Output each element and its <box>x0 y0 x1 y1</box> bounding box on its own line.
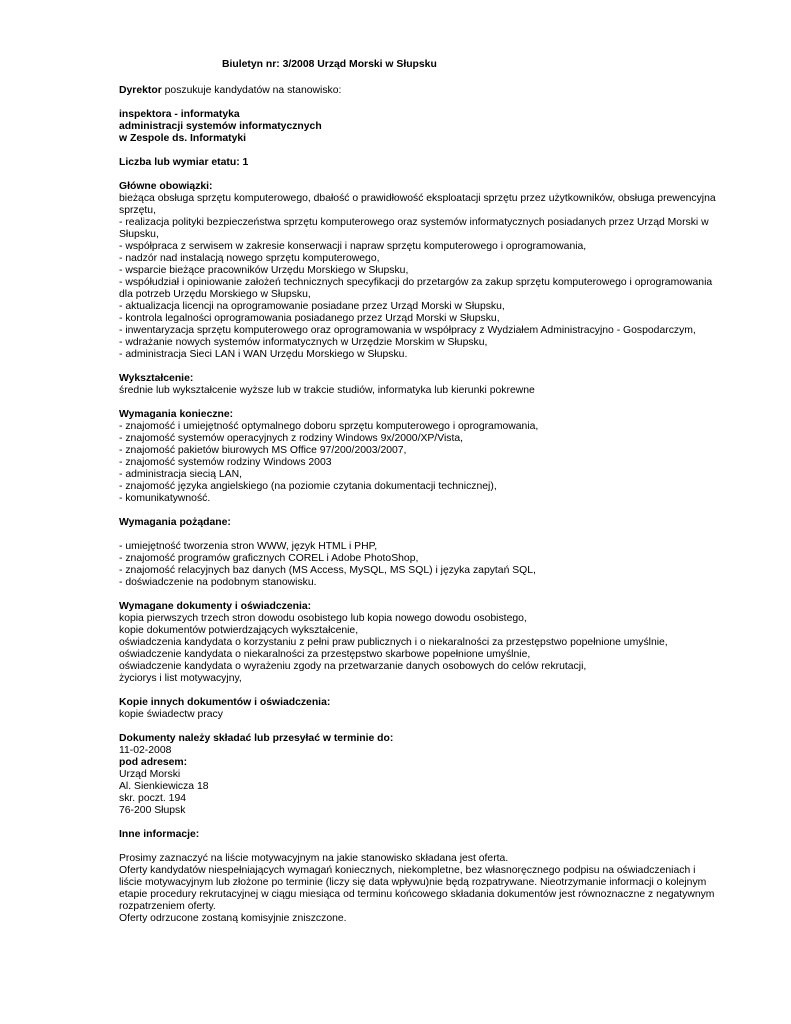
intro-rest: poszukuje kandydatów na stanowisko: <box>161 85 342 96</box>
desired-heading: Wymagania pożądane: <box>119 517 231 528</box>
list-item: - współudział i opiniowanie założeń technicznych specyfikacji do przetargów za zakup sprzętu komputerowego i oprogramowania dla potrzeb Urzędu Morskiego w Słupsku, <box>119 277 713 300</box>
info-heading: Inne informacje: <box>119 829 200 840</box>
education-text: średnie lub wykształcenie wyższe lub w trakcie studiów, informatyka lub kierunki pokrewne <box>119 385 535 396</box>
list-item: - administracja siecią LAN, <box>119 469 242 480</box>
duties-section <box>119 181 719 361</box>
deadline-heading: Dokumenty należy składać lub przesyłać w terminie do: <box>119 733 394 744</box>
list-item: - komunikatywność. <box>119 493 211 504</box>
bulletin-document <box>119 59 719 925</box>
list-item: - znajomość relacyjnych baz danych (MS Access, MySQL, MS SQL) i języka zapytań SQL, <box>119 565 536 576</box>
address-line: Al. Sienkiewicza 18 <box>119 781 209 792</box>
intro-line <box>119 85 719 97</box>
list-item: - znajomość języka angielskiego (na poziomie czytania dokumentacji technicznej), <box>119 481 497 492</box>
documents-section <box>119 601 719 685</box>
list-item: - wdrażanie nowych systemów informatycznych w Urzędzie Morskim w Słupsku, <box>119 337 488 348</box>
desired-list <box>119 541 719 589</box>
duties-list <box>119 193 719 361</box>
position-line: w Zespole ds. Informatyki <box>119 133 247 144</box>
deadline-section <box>119 733 719 817</box>
list-item: - znajomość systemów operacyjnych z rodziny Windows 9x/2000/XP/Vista, <box>119 433 463 444</box>
list-item: - doświadczenie na podobnym stanowisku. <box>119 577 317 588</box>
list-item: - aktualizacja licencji na oprogramowanie posiadane przez Urząd Morski w Słupsku, <box>119 301 505 312</box>
education-section <box>119 373 719 397</box>
position-line: administracji systemów informatycznych <box>119 121 322 132</box>
address-line: skr. poczt. 194 <box>119 793 186 804</box>
education-heading: Wykształcenie: <box>119 373 194 384</box>
list-item: bieżąca obsługa sprzętu komputerowego, dbałość o prawidłowość eksploatacji sprzętu przez użytkowników, obsługa prewencyjna sprzętu, <box>119 193 716 216</box>
address-line: 76-200 Słupsk <box>119 805 186 816</box>
required-section <box>119 409 719 505</box>
info-section <box>119 829 719 925</box>
list-item: - nadzór nad instalacją nowego sprzętu komputerowego, <box>119 253 380 264</box>
list-item: oświadczenie kandydata o niekaralności za przestępstwo skarbowe popełnione umyślnie, <box>119 649 531 660</box>
duties-heading: Główne obowiązki: <box>119 181 213 192</box>
position-block <box>119 109 719 145</box>
list-item: kopie dokumentów potwierdzających wykształcenie, <box>119 625 359 636</box>
list-item: - znajomość systemów rodziny Windows 2003 <box>119 457 332 468</box>
other-docs-heading: Kopie innych dokumentów i oświadczenia: <box>119 697 331 708</box>
list-item: - wsparcie bieżące pracowników Urzędu Morskiego w Słupsku, <box>119 265 409 276</box>
list-item: - znajomość programów graficznych COREL i Adobe PhotoShop, <box>119 553 419 564</box>
list-item: - administracja Sieci LAN i WAN Urzędu Morskiego w Słupsku. <box>119 349 408 360</box>
etat-label: Liczba lub wymiar etatu: 1 <box>119 157 249 168</box>
list-item: - współpraca z serwisem w zakresie konserwacji i napraw sprzętu komputerowego i oprogramowania, <box>119 241 587 252</box>
intro-bold: Dyrektor <box>119 85 162 96</box>
list-item: oświadczenia kandydata o korzystaniu z pełni praw publicznych i o niekaralności za przestępstwo popełnione umyślnie, <box>119 637 668 648</box>
list-item: - inwentaryzacja sprzętu komputerowego oraz oprogramowania w współpracy z Wydziałem Administracyjno - Gospodarczym, <box>119 325 696 336</box>
other-docs-section <box>119 697 719 721</box>
list-item: - znajomość i umiejętność optymalnego doboru sprzętu komputerowego i oprogramowania, <box>119 421 539 432</box>
deadline-date: 11-02-2008 <box>119 745 172 756</box>
required-heading: Wymagania konieczne: <box>119 409 234 420</box>
list-item: oświadczenie kandydata o wyrażeniu zgody na przetwarzanie danych osobowych do celów rekrutacji, <box>119 661 587 672</box>
list-item: życiorys i list motywacyjny, <box>119 673 242 684</box>
list-item: kopia pierwszych trzech stron dowodu osobistego lub kopia nowego dowodu osobistego, <box>119 613 527 624</box>
documents-list <box>119 613 719 685</box>
position-line: inspektora - informatyka <box>119 109 240 120</box>
other-docs-text: kopie świadectw pracy <box>119 709 223 720</box>
info-paragraph: Oferty odrzucone zostaną komisyjnie zniszczone. <box>119 913 347 924</box>
info-paragraph: Prosimy zaznaczyć na liście motywacyjnym na jakie stanowisko składana jest oferta. <box>119 853 509 864</box>
list-item: - umiejętność tworzenia stron WWW, język HTML i PHP, <box>119 541 378 552</box>
address-heading: pod adresem: <box>119 757 188 768</box>
address-line: Urząd Morski <box>119 769 181 780</box>
list-item: - kontrola legalności oprogramowania posiadanego przez Urząd Morski w Słupsku, <box>119 313 500 324</box>
desired-section <box>119 517 719 589</box>
required-list <box>119 421 719 505</box>
document-title: Biuletyn nr: 3/2008 Urząd Morski w Słupsku <box>222 59 437 70</box>
list-item: - znajomość pakietów biurowych MS Office 97/200/2003/2007, <box>119 445 407 456</box>
info-paragraph: Oferty kandydatów niespełniających wymagań koniecznych, niekompletne, bez własnoręcznego podpisu na oświadczeniach i liście motywacyjnym lub złożone po terminie (liczy się data wpływu)nie będą rozpatrywane. Nieotrzymanie informacji o kolejnym etapie procedury rekrutacyjnej w ciągu miesiąca od terminu końcowego składania dokumentów jest równoznaczne z negatywnym rozpatrzeniem oferty. <box>119 865 715 912</box>
list-item: - realizacja polityki bezpieczeństwa sprzętu komputerowego oraz systemów informatycznych posiadanych przez Urząd Morski w Słupsku, <box>119 217 709 240</box>
documents-heading: Wymagane dokumenty i oświadczenia: <box>119 601 312 612</box>
